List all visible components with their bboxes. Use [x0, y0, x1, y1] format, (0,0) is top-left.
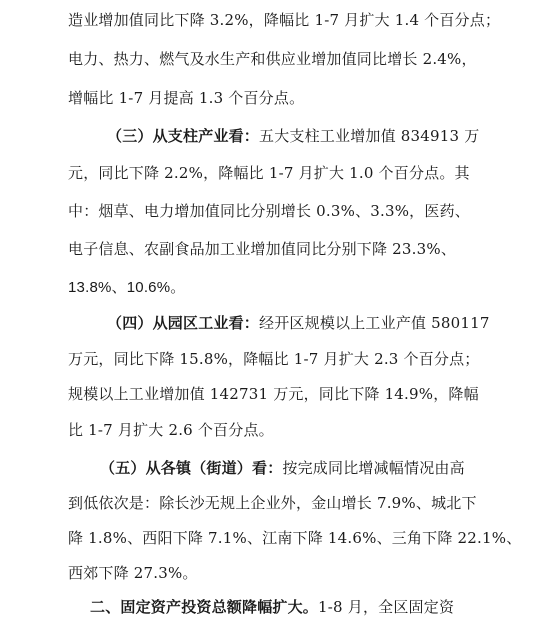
paragraph-line — [68, 161, 470, 185]
section-heading: 二、固定资产投资总额降幅扩大。 — [90, 598, 319, 616]
section-heading-line — [90, 595, 454, 619]
line-text: 降 1.8%、西阳下降 7.1%、江南下降 14.6%、三角下降 22.1%、 — [68, 529, 522, 547]
paragraph-line — [68, 561, 198, 585]
paragraph-line — [68, 418, 274, 442]
line-text: 中：烟草、电力增加值同比分别增长 0.3%、3.3%，医药、 — [68, 202, 470, 220]
paragraph-line — [68, 47, 477, 71]
line-text: 按完成同比增减幅情况由高 — [282, 459, 465, 477]
paragraph-line — [68, 237, 456, 261]
section-heading-line — [107, 311, 490, 335]
paragraph-line — [68, 382, 479, 406]
section-heading-line — [100, 456, 465, 480]
line-text: 13.8%、10.6%。 — [68, 279, 186, 296]
line-text: 西郊下降 27.3%。 — [68, 564, 198, 582]
section-heading: （五）从各镇（街道）看： — [100, 459, 283, 477]
section-heading: （三）从支柱产业看： — [107, 127, 260, 145]
line-text: 到低依次是：除长沙无规上企业外，金山增长 7.9%、城北下 — [68, 494, 477, 512]
paragraph-line — [68, 86, 304, 110]
line-text: 比 1-7 月扩大 2.6 个百分点。 — [68, 421, 274, 439]
paragraph-line — [68, 491, 477, 515]
section-heading: （四）从园区工业看： — [107, 314, 260, 332]
line-text: 1-8 月，全区固定资 — [318, 598, 455, 616]
line-text: 万元，同比下降 15.8%，降幅比 1-7 月扩大 2.3 个百分点； — [68, 350, 480, 368]
line-text: 经开区规模以上工业产值 580117 — [259, 314, 490, 332]
line-text: 造业增加值同比下降 3.2%，降幅比 1-7 月扩大 1.4 个百分点； — [68, 11, 501, 29]
line-text: 增幅比 1-7 月提高 1.3 个百分点。 — [68, 89, 305, 107]
line-text: 规模以上工业增加值 142731 万元，同比下降 14.9%，降幅 — [68, 385, 479, 403]
line-text: 电子信息、农副食品加工业增加值同比分别下降 23.3%、 — [68, 240, 457, 258]
line-text: 元，同比下降 2.2%，降幅比 1-7 月扩大 1.0 个百分点。其 — [68, 164, 470, 182]
section-heading-line — [107, 124, 479, 148]
paragraph-line — [68, 276, 185, 300]
paragraph-line — [68, 199, 470, 223]
paragraph-line — [68, 8, 500, 32]
paragraph-line — [68, 526, 521, 550]
line-text: 五大支柱工业增加值 834913 万 — [259, 127, 480, 145]
paragraph-line — [68, 347, 480, 371]
line-text: 电力、热力、燃气及水生产和供应业增加值同比增长 2.4%， — [68, 50, 477, 68]
